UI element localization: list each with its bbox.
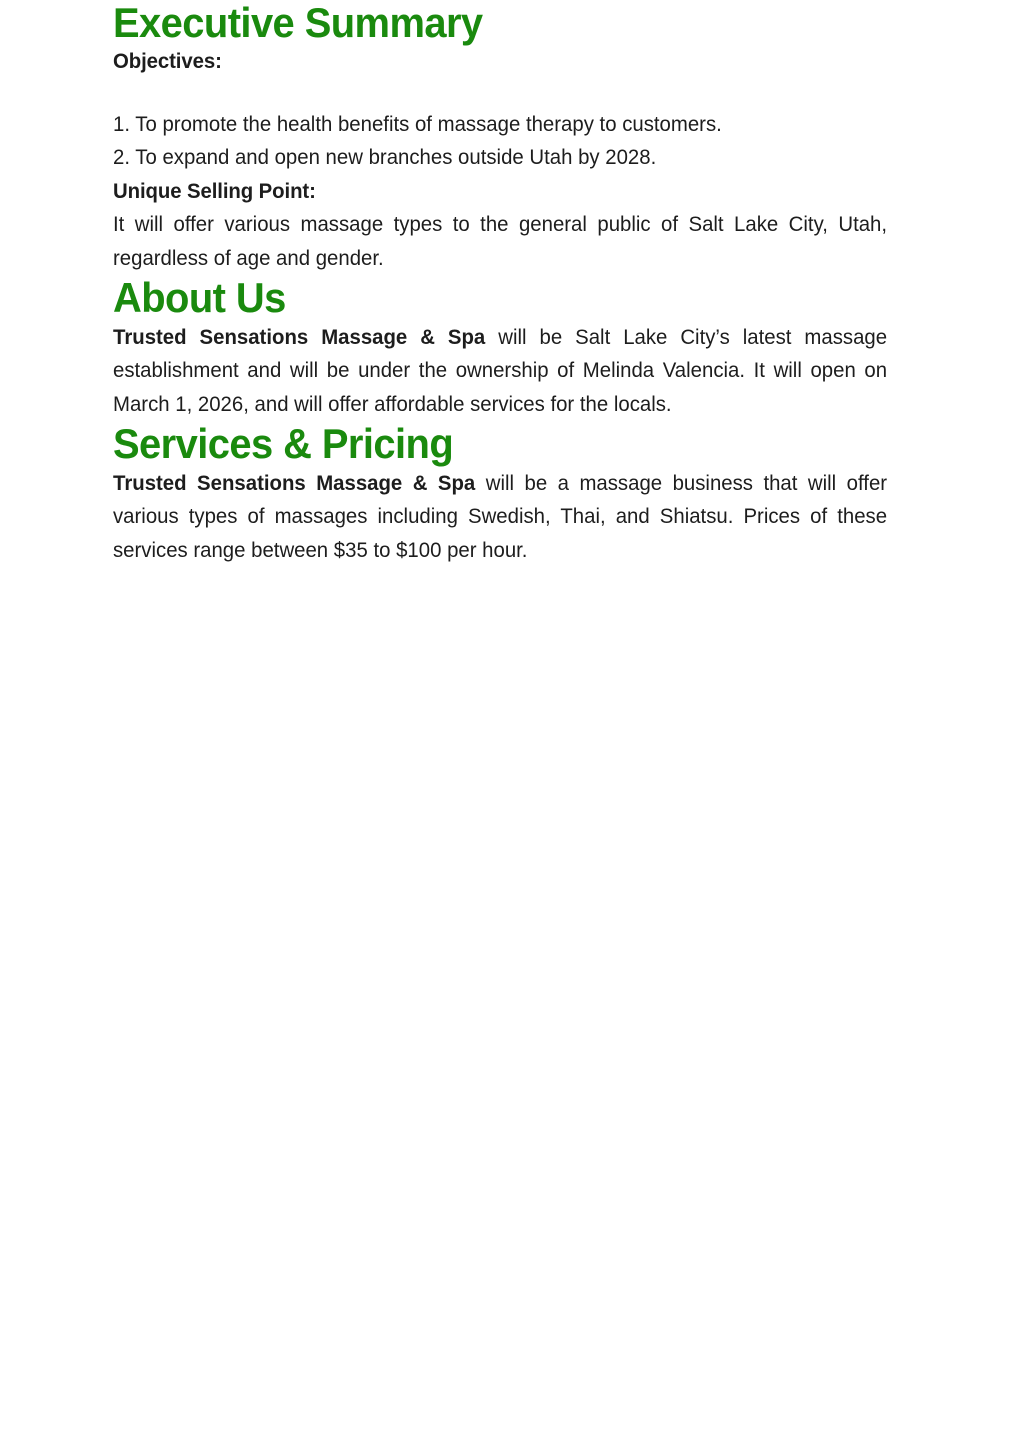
paragraph-unique-selling-point: It will offer various massage types to the general public of Salt Lake City, Utah, regardless of age and gender. <box>113 213 888 270</box>
heading-services-pricing: Services & Pricing <box>113 420 454 468</box>
heading-executive-summary: Executive Summary <box>113 0 483 46</box>
heading-about-us: About Us <box>113 274 286 322</box>
label-objectives: Objectives: <box>113 50 222 74</box>
list-item: 1. To promote the health benefits of massage therapy to customers. <box>113 112 722 136</box>
document-content <box>113 0 911 567</box>
paragraph-services-pricing-rest: will be a massage business that will offer various types of massages including Swedish, Thai, and Shiatsu. Prices of these services range between $35 to $100 per hour. <box>113 471 888 562</box>
list-item: 2. To expand and open new branches outside Utah by 2028. <box>113 146 657 170</box>
objectives-list <box>113 108 911 175</box>
paragraph-about-us-lead: Trusted Sensations Massage & Spa <box>113 325 486 349</box>
label-unique-selling-point: Unique Selling Point: <box>113 179 316 203</box>
paragraph-services-pricing-lead: Trusted Sensations Massage & Spa <box>113 471 476 495</box>
paragraph-about-us-rest: will be Salt Lake City’s latest massage establishment and will be under the ownership of Melinda Valencia. It will open on March 1, 2026, and will offer affordable services for the locals. <box>113 325 888 416</box>
paragraph-services-pricing <box>113 467 887 568</box>
paragraph-about-us <box>113 321 887 422</box>
